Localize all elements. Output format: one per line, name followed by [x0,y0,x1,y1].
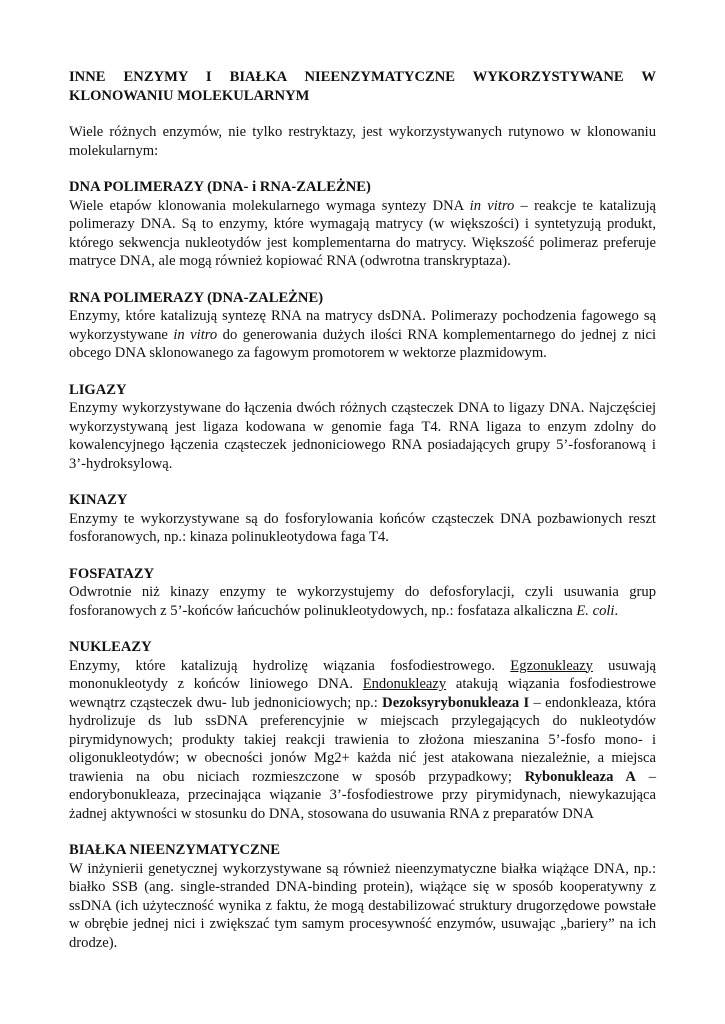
section-body: Enzymy wykorzystywane do łączenia dwóch różnych cząsteczek DNA to ligazy DNA. Najczęściej wykorzystywaną jest ligaza kodowana w genomie faga T4. RNA ligaza to enzym zdolny do kowalencyjnego łączenia cząsteczek jednoniciowego RNA posiadających grupy 5’-fosforanową i 3’-hydroksylową. [69,400,656,472]
section-heading: KINAZY [69,492,128,508]
section-body [69,197,656,271]
section-nonenzymatic-proteins [69,841,656,952]
body-text: do generowania dużych ilości RNA komplementarnego do jednej z nici obcego DNA sklonowanego za fagowym promotorem w wektorze plazmidowym. [69,326,656,361]
section-ligases [69,381,656,474]
body-text: – endonkleaza, która hydrolizuje ds lub ssDNA preferencyjnie w miejscach przylegających do nukleotydów pirymidynowych; produkty takiej reakcji trawienia to złożona mieszanina 5’-fosfo mono- i oligonukleotydów; w obecności jonów Mg2+ każda nić jest atakowana niezależnie, a miejsca trawienia na obu niciach rozmieszczone w sposób przypadkowy; [69,694,656,785]
body-text: Enzymy, które katalizują syntezę RNA na matrycy dsDNA. Polimerazy pochodzenia fagowego są wykorzystywane [69,308,656,343]
section-heading: FOSFATAZY [69,565,155,582]
document-title: INNE ENZYMY I BIAŁKA NIEENZYMATYCZNE WYKORZYSTYWANE W KLONOWANIU MOLEKULARNYM [69,69,656,104]
section-heading: NUKLEAZY [69,639,152,655]
bold-term: Dezoksyrybonukleaza I [382,694,530,711]
section-body [69,657,656,824]
body-text: . [614,602,619,619]
body-text: atakują wiązania fosfodiestrowe wewnątrz cząsteczek dwu- lub jednoniciowych; np.: [69,676,656,711]
italic-term: in vitro [173,326,218,343]
section-heading: BIAŁKA NIEENZYMATYCZNE [69,842,280,858]
document-page [69,68,656,970]
section-heading: DNA POLIMERAZY (DNA- i RNA-ZALEŻNE) [69,179,371,195]
italic-term: in vitro [469,197,515,214]
body-text: Odwrotnie niż kinazy enzymy te wykorzystujemy do defosforylacji, czyli usuwania grup fosforanowych z 5’-końców łańcuchów polinukleotydowych, np.: fosfataza alkaliczna [69,584,656,619]
section-dna-polymerases [69,178,656,271]
intro-paragraph: Wiele różnych enzymów, nie tylko restryktazy, jest wykorzystywanych rutynowo w klonowaniu molekularnym: [69,124,656,159]
body-text: Wiele etapów klonowania molekularnego wymaga syntezy DNA [69,197,470,214]
section-rna-polymerases [69,289,656,363]
section-body [69,307,656,363]
section-body [69,583,656,620]
body-text: – endorybonukleaza, przecinająca wiązanie 3’-fosfodiestrowe przy pirymidynach, niewykazująca żadnej aktywności w stosunku do DNA, stosowana do usuwania RNA z preparatów DNA [69,768,656,822]
bold-term: Rybonukleaza A [524,768,636,785]
italic-term: E. coli [576,602,615,619]
section-heading: LIGAZY [69,381,127,398]
section-phosphatases [69,565,656,621]
section-heading: RNA POLIMERAZY (DNA-ZALEŻNE) [69,289,324,306]
body-text: usuwają mononukleotydy z końców liniowego DNA. [69,657,656,692]
body-text: Enzymy, które katalizują hydrolizę wiązania fosfodiestrowego. [69,657,511,674]
body-text: – reakcje te katalizują polimerazy DNA. Są to enzymy, które wymagają matrycy (w większości) i syntetyzują produkt, którego sekwencja nukleotydów jest komplementarna do matrycy. Większość polimeraz preferuje matryce DNA, ale mogą również kopiować RNA (odwrotna transkryptaza). [69,197,656,269]
section-body: W inżynierii genetycznej wykorzystywane są również nieenzymatyczne białka wiążące DNA, np.: białko SSB (ang. single-stranded DNA-binding protein), wiążące się w sposób kooperatywny z ssDNA (ich użyteczność wynika z faktu, że mogą destabilizować struktury drugorzędowe powstałe w obrębie jednej nici i zwiększać tym samym procesywność enzymów, usuwając „bariery” na ich drodze). [69,860,656,951]
section-nucleases [69,638,656,823]
section-kinases [69,491,656,547]
section-body: Enzymy te wykorzystywane są do fosforylowania końców cząsteczek DNA pozbawionych reszt fosforanowych, np.: kinaza polinukleotydowa faga T4. [69,510,656,545]
underlined-term: Egzonukleazy [510,657,593,674]
underlined-term: Endonukleazy [362,676,447,692]
